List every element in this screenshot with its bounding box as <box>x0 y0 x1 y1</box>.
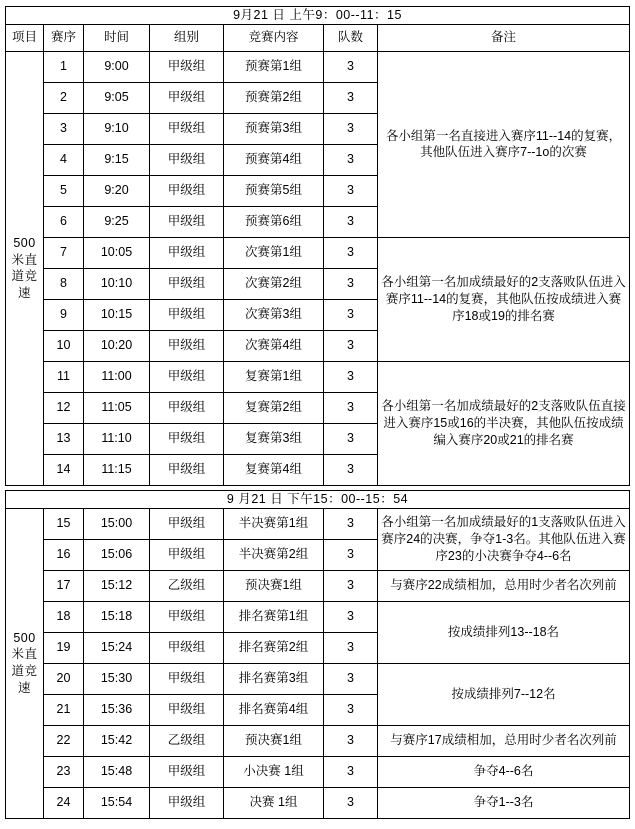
remark-note-2: 各小组第一名加成绩最好的2支落败队伍进入赛序11--14的复赛，其他队伍按成绩进入赛序18或19的排名赛 <box>378 237 630 361</box>
cell-time: 10:15 <box>84 299 150 330</box>
cell-group: 甲级组 <box>150 454 224 485</box>
cell-time: 11:00 <box>84 361 150 392</box>
cell-teams: 3 <box>324 539 378 570</box>
cell-order: 8 <box>44 268 84 299</box>
cell-time: 9:15 <box>84 144 150 175</box>
event-label-text: 500米直道竞速 <box>11 630 38 696</box>
remark-note-9: 争夺4--6名 <box>378 756 630 787</box>
cell-content: 预赛第6组 <box>224 206 324 237</box>
session-1-title: 9月21 日 上午9：00--11：15 <box>6 7 630 25</box>
cell-group: 甲级组 <box>150 787 224 818</box>
cell-time: 15:00 <box>84 508 150 539</box>
table-row <box>6 361 630 392</box>
cell-content: 复赛第1组 <box>224 361 324 392</box>
cell-group: 甲级组 <box>150 508 224 539</box>
cell-group: 甲级组 <box>150 330 224 361</box>
table-row <box>6 601 630 632</box>
cell-content: 排名赛第4组 <box>224 694 324 725</box>
cell-content: 半决赛第2组 <box>224 539 324 570</box>
cell-time: 15:48 <box>84 756 150 787</box>
cell-group: 甲级组 <box>150 539 224 570</box>
cell-content: 预赛第3组 <box>224 113 324 144</box>
cell-content: 次赛第4组 <box>224 330 324 361</box>
remark-note-7: 按成绩排列7--12名 <box>378 663 630 725</box>
cell-content: 预赛第1组 <box>224 51 324 82</box>
col-header-time: 时间 <box>84 24 150 51</box>
cell-time: 9:05 <box>84 82 150 113</box>
cell-content: 次赛第2组 <box>224 268 324 299</box>
table-row <box>6 237 630 268</box>
cell-content: 排名赛第1组 <box>224 601 324 632</box>
cell-order: 23 <box>44 756 84 787</box>
cell-time: 11:15 <box>84 454 150 485</box>
session-1-title-row <box>6 7 630 25</box>
cell-teams: 3 <box>324 330 378 361</box>
cell-content: 复赛第2组 <box>224 392 324 423</box>
table-row <box>6 725 630 756</box>
cell-group: 甲级组 <box>150 268 224 299</box>
cell-teams: 3 <box>324 423 378 454</box>
cell-teams: 3 <box>324 392 378 423</box>
cell-group: 甲级组 <box>150 206 224 237</box>
cell-content: 小决赛 1组 <box>224 756 324 787</box>
cell-content: 预赛第2组 <box>224 82 324 113</box>
cell-time: 10:10 <box>84 268 150 299</box>
cell-order: 13 <box>44 423 84 454</box>
cell-order: 1 <box>44 51 84 82</box>
cell-teams: 3 <box>324 51 378 82</box>
cell-order: 12 <box>44 392 84 423</box>
cell-content: 半决赛第1组 <box>224 508 324 539</box>
cell-teams: 3 <box>324 663 378 694</box>
remark-note-3: 各小组第一名加成绩最好的2支落败队伍直接进入赛序15或16的半决赛，其他队伍按成绩编入赛序20或21的排名赛 <box>378 361 630 485</box>
remark-note-5: 与赛序22成绩相加，总用时少者名次列前 <box>378 570 630 601</box>
column-header-row <box>6 24 630 51</box>
event-label-500m-1 <box>6 51 44 485</box>
cell-order: 9 <box>44 299 84 330</box>
cell-order: 5 <box>44 175 84 206</box>
session-2-table <box>5 490 630 819</box>
cell-teams: 3 <box>324 113 378 144</box>
cell-order: 16 <box>44 539 84 570</box>
cell-teams: 3 <box>324 508 378 539</box>
cell-content: 排名赛第2组 <box>224 632 324 663</box>
cell-order: 18 <box>44 601 84 632</box>
table-row <box>6 51 630 82</box>
cell-teams: 3 <box>324 144 378 175</box>
cell-teams: 3 <box>324 82 378 113</box>
cell-group: 甲级组 <box>150 237 224 268</box>
col-header-teams: 队数 <box>324 24 378 51</box>
cell-content: 次赛第1组 <box>224 237 324 268</box>
cell-time: 9:25 <box>84 206 150 237</box>
cell-teams: 3 <box>324 361 378 392</box>
cell-teams: 3 <box>324 175 378 206</box>
cell-content: 预决赛1组 <box>224 570 324 601</box>
cell-group: 甲级组 <box>150 144 224 175</box>
cell-teams: 3 <box>324 725 378 756</box>
col-header-group: 组别 <box>150 24 224 51</box>
cell-order: 24 <box>44 787 84 818</box>
col-header-remark: 备注 <box>378 24 630 51</box>
cell-order: 17 <box>44 570 84 601</box>
event-label-500m-2 <box>6 508 44 818</box>
cell-group: 甲级组 <box>150 663 224 694</box>
cell-order: 10 <box>44 330 84 361</box>
cell-time: 15:06 <box>84 539 150 570</box>
table-row <box>6 508 630 539</box>
table-row <box>6 756 630 787</box>
cell-order: 20 <box>44 663 84 694</box>
cell-time: 9:20 <box>84 175 150 206</box>
cell-group: 乙级组 <box>150 570 224 601</box>
col-header-event: 项目 <box>6 24 44 51</box>
table-row <box>6 570 630 601</box>
cell-group: 甲级组 <box>150 299 224 330</box>
cell-content: 次赛第3组 <box>224 299 324 330</box>
cell-time: 15:18 <box>84 601 150 632</box>
cell-time: 9:10 <box>84 113 150 144</box>
table-row <box>6 663 630 694</box>
cell-order: 11 <box>44 361 84 392</box>
cell-teams: 3 <box>324 454 378 485</box>
cell-time: 15:54 <box>84 787 150 818</box>
session-2-title: 9 月21 日 下午15：00--15：54 <box>6 490 630 508</box>
cell-order: 22 <box>44 725 84 756</box>
cell-order: 15 <box>44 508 84 539</box>
cell-group: 甲级组 <box>150 51 224 82</box>
cell-teams: 3 <box>324 206 378 237</box>
remark-note-10: 争夺1--3名 <box>378 787 630 818</box>
col-header-order: 赛序 <box>44 24 84 51</box>
cell-time: 15:24 <box>84 632 150 663</box>
cell-group: 甲级组 <box>150 82 224 113</box>
cell-teams: 3 <box>324 787 378 818</box>
cell-content: 决赛 1组 <box>224 787 324 818</box>
cell-group: 甲级组 <box>150 175 224 206</box>
session-1-table <box>5 6 630 486</box>
cell-order: 7 <box>44 237 84 268</box>
cell-time: 15:42 <box>84 725 150 756</box>
cell-order: 14 <box>44 454 84 485</box>
cell-teams: 3 <box>324 299 378 330</box>
cell-time: 11:10 <box>84 423 150 454</box>
cell-time: 15:12 <box>84 570 150 601</box>
cell-order: 2 <box>44 82 84 113</box>
cell-content: 复赛第3组 <box>224 423 324 454</box>
cell-time: 10:05 <box>84 237 150 268</box>
cell-group: 乙级组 <box>150 725 224 756</box>
cell-group: 甲级组 <box>150 392 224 423</box>
cell-teams: 3 <box>324 601 378 632</box>
cell-content: 预决赛1组 <box>224 725 324 756</box>
remark-note-6: 按成绩排列13--18名 <box>378 601 630 663</box>
cell-group: 甲级组 <box>150 756 224 787</box>
cell-teams: 3 <box>324 632 378 663</box>
cell-time: 15:30 <box>84 663 150 694</box>
cell-order: 19 <box>44 632 84 663</box>
cell-teams: 3 <box>324 570 378 601</box>
remark-note-8: 与赛序17成绩相加，总用时少者名次列前 <box>378 725 630 756</box>
cell-content: 预赛第4组 <box>224 144 324 175</box>
cell-teams: 3 <box>324 237 378 268</box>
cell-time: 10:20 <box>84 330 150 361</box>
cell-time: 11:05 <box>84 392 150 423</box>
cell-time: 9:00 <box>84 51 150 82</box>
cell-order: 4 <box>44 144 84 175</box>
cell-content: 预赛第5组 <box>224 175 324 206</box>
cell-group: 甲级组 <box>150 113 224 144</box>
remark-note-4: 各小组第一名加成绩最好的1支落败队伍进入赛序24的决赛，争夺1-3名。其他队伍进入赛序23的小决赛争夺4--6名 <box>378 508 630 570</box>
remark-note-1: 各小组第一名直接进入赛序11--14的复赛，其他队伍进入赛序7--1o的次赛 <box>378 51 630 237</box>
cell-time: 15:36 <box>84 694 150 725</box>
cell-content: 排名赛第3组 <box>224 663 324 694</box>
cell-teams: 3 <box>324 268 378 299</box>
cell-group: 甲级组 <box>150 423 224 454</box>
col-header-content: 竞赛内容 <box>224 24 324 51</box>
cell-group: 甲级组 <box>150 601 224 632</box>
cell-teams: 3 <box>324 756 378 787</box>
table-row <box>6 787 630 818</box>
session-2-title-row <box>6 490 630 508</box>
cell-teams: 3 <box>324 694 378 725</box>
cell-order: 6 <box>44 206 84 237</box>
cell-group: 甲级组 <box>150 361 224 392</box>
cell-group: 甲级组 <box>150 694 224 725</box>
event-label-text: 500米直道竞速 <box>11 235 38 301</box>
cell-group: 甲级组 <box>150 632 224 663</box>
cell-content: 复赛第4组 <box>224 454 324 485</box>
cell-order: 3 <box>44 113 84 144</box>
cell-order: 21 <box>44 694 84 725</box>
